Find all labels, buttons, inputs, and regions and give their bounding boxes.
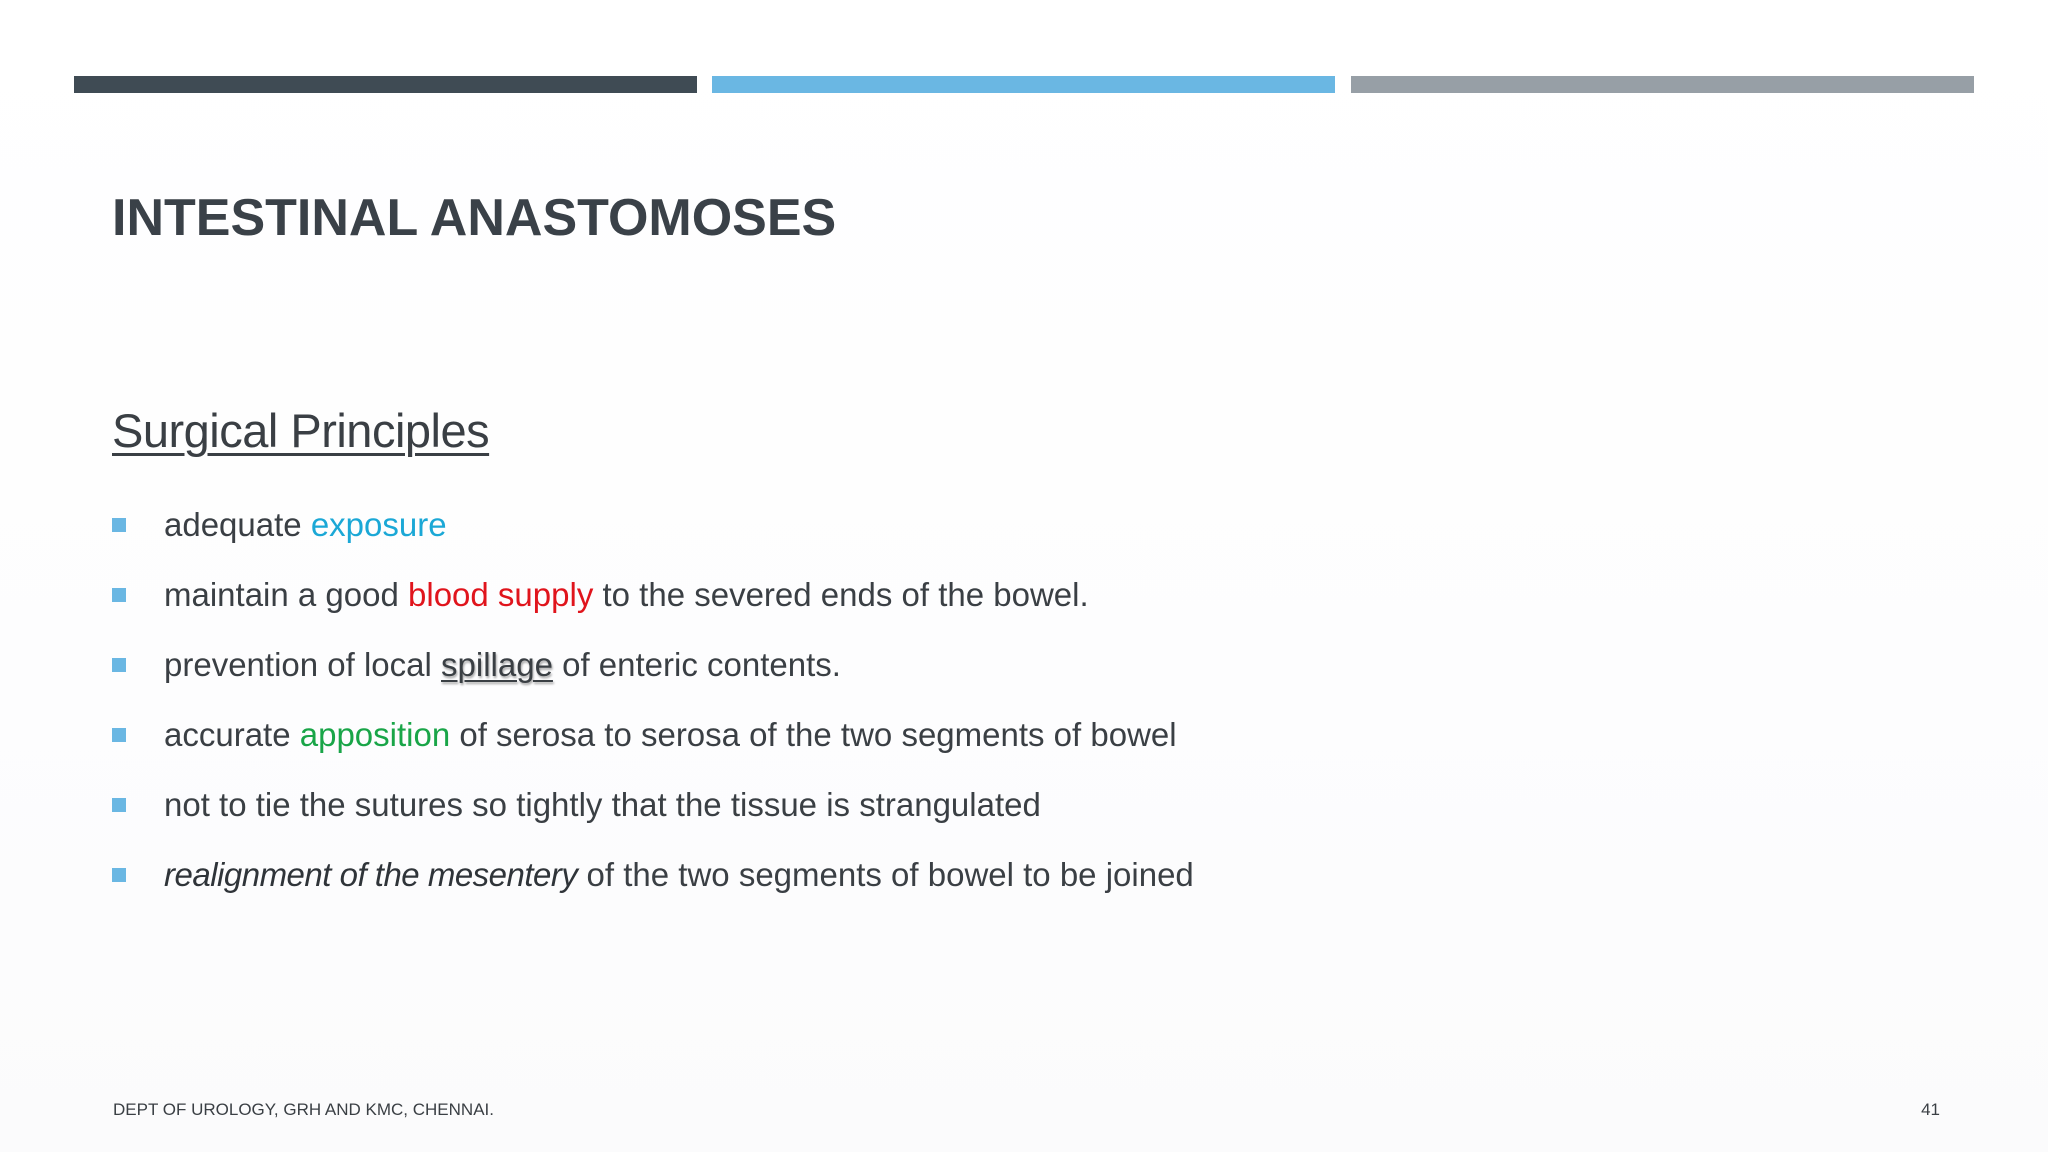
square-bullet-icon	[112, 658, 126, 672]
bullet-item	[112, 840, 1194, 910]
bullet-text	[164, 716, 1177, 754]
section-subheading: Surgical Principles	[112, 404, 490, 457]
header-bar-blue	[712, 76, 1335, 93]
header-bar-gray	[1351, 76, 1974, 93]
bullet-text	[164, 646, 841, 684]
bullet-item	[112, 490, 1194, 560]
bullet-text-after: of enteric contents.	[552, 646, 841, 683]
slide-title: INTESTINAL ANASTOMOSES	[112, 189, 837, 247]
bullet-text-before: prevention of local	[164, 646, 442, 683]
bullet-text	[164, 576, 1089, 614]
bullet-list	[112, 490, 1194, 910]
highlight-blood-supply: blood supply	[408, 576, 594, 613]
square-bullet-icon	[112, 588, 126, 602]
slide-number: 41	[1921, 1100, 1940, 1119]
header-bar-dark	[74, 76, 697, 93]
bullet-text-after: of the two segments of bowel to be joined	[577, 856, 1194, 893]
bullet-text	[164, 856, 1194, 894]
highlight-realignment: realignment of the mesentery	[164, 856, 578, 893]
highlight-apposition: apposition	[299, 716, 451, 753]
bullet-item	[112, 700, 1194, 770]
square-bullet-icon	[112, 798, 126, 812]
bullet-text-before: accurate	[164, 716, 300, 753]
bullet-text-before: maintain a good	[164, 576, 409, 613]
footer-department: DEPT OF UROLOGY, GRH AND KMC, CHENNAI.	[113, 1100, 494, 1119]
bullet-text-after: of serosa to serosa of the two segments of bowel	[450, 716, 1177, 753]
bullet-text-before: adequate	[164, 506, 311, 543]
highlight-exposure: exposure	[310, 506, 447, 543]
bullet-item	[112, 770, 1194, 840]
bullet-item	[112, 560, 1194, 630]
bullet-text-after: to the severed ends of the bowel.	[593, 576, 1089, 613]
bullet-text	[164, 506, 447, 544]
square-bullet-icon	[112, 728, 126, 742]
bullet-text: not to tie the sutures so tightly that the tissue is strangulated	[164, 786, 1041, 823]
bullet-item	[112, 630, 1194, 700]
square-bullet-icon	[112, 518, 126, 532]
highlight-spillage: spillage	[441, 646, 553, 683]
square-bullet-icon	[112, 868, 126, 882]
